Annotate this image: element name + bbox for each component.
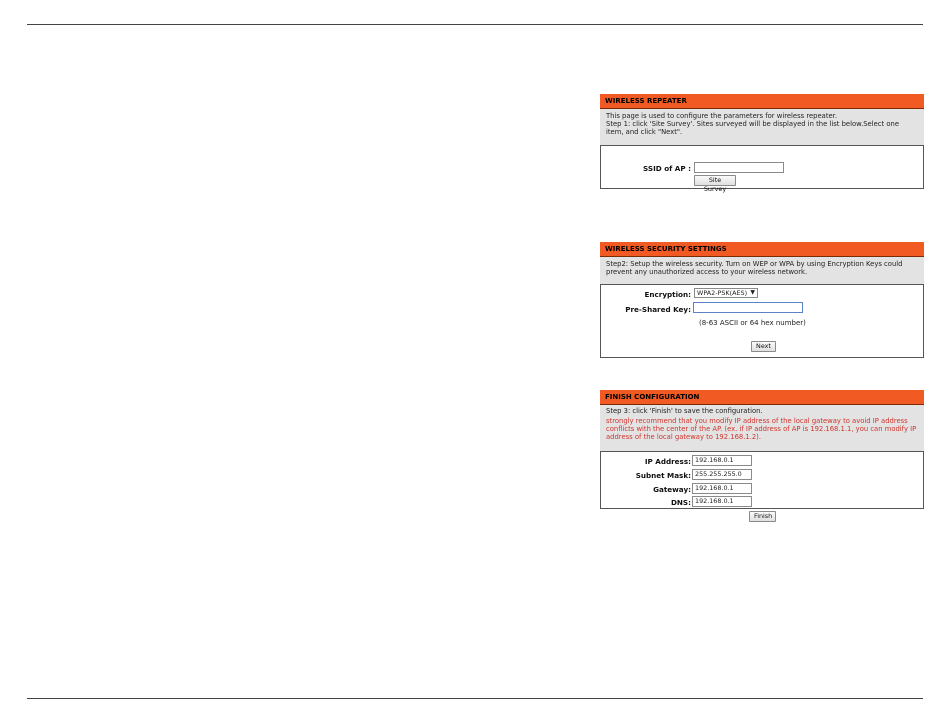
site-survey-button[interactable]: Site Survey [694, 175, 736, 186]
security-section [600, 242, 924, 284]
gateway-label: Gateway: [653, 485, 691, 494]
security-panel [600, 284, 924, 358]
ip-label: IP Address: [644, 457, 691, 466]
dropdown-arrow-icon: ▼ [750, 289, 755, 296]
next-button[interactable]: Next [751, 341, 776, 352]
repeater-desc-line2: Step 1: click 'Site Survey'. Sites surveyed will be displayed in the list below.Select one item, and click "Next". [606, 120, 900, 136]
dns-input[interactable]: 192.168.0.1 [692, 496, 752, 507]
psk-label: Pre-Shared Key: [625, 305, 691, 314]
mask-input[interactable]: 255.255.255.0 [692, 469, 752, 480]
finish-section [600, 390, 924, 453]
finish-panel [600, 451, 924, 509]
repeater-desc-line1: This page is used to configure the parameters for wireless repeater. [606, 112, 838, 120]
security-description: Step2: Setup the wireless security. Turn on WEP or WPA by using Encryption Keys could prevent any unauthorized access to your wireless network. [600, 257, 924, 284]
ssid-label: SSID of AP : [643, 164, 691, 173]
bottom-divider [27, 698, 923, 699]
repeater-section [600, 94, 924, 145]
finish-title: FINISH CONFIGURATION [600, 390, 924, 405]
encryption-label: Encryption: [644, 290, 691, 299]
mask-label: Subnet Mask: [635, 471, 691, 480]
repeater-panel [600, 145, 924, 193]
finish-step-text: Step 3: click 'Finish' to save the configuration. [606, 407, 763, 415]
encryption-select[interactable] [694, 288, 758, 298]
dns-label: DNS: [670, 498, 691, 507]
encryption-selected-value: WPA2-PSK(AES) [697, 289, 748, 297]
repeater-description [600, 109, 924, 145]
ssid-input[interactable] [694, 162, 784, 173]
finish-button[interactable]: Finish [749, 511, 776, 522]
finish-description [600, 405, 924, 453]
repeater-title: WIRELESS REPEATER [600, 94, 924, 109]
psk-input[interactable] [693, 302, 803, 313]
security-title: WIRELESS SECURITY SETTINGS [600, 242, 924, 257]
ip-input[interactable]: 192.168.0.1 [692, 455, 752, 466]
finish-warning-text: strongly recommend that you modify IP address of the local gateway to avoid IP address conflicts with the center of the AP. (ex. if IP address of AP is 192.168.1.1, you can modify IP address of the local gateway to 192.168.1.2). [606, 417, 917, 441]
psk-hint: (8-63 ASCII or 64 hex number) [699, 319, 806, 327]
top-divider [27, 24, 923, 25]
gateway-input[interactable]: 192.168.0.1 [692, 483, 752, 494]
